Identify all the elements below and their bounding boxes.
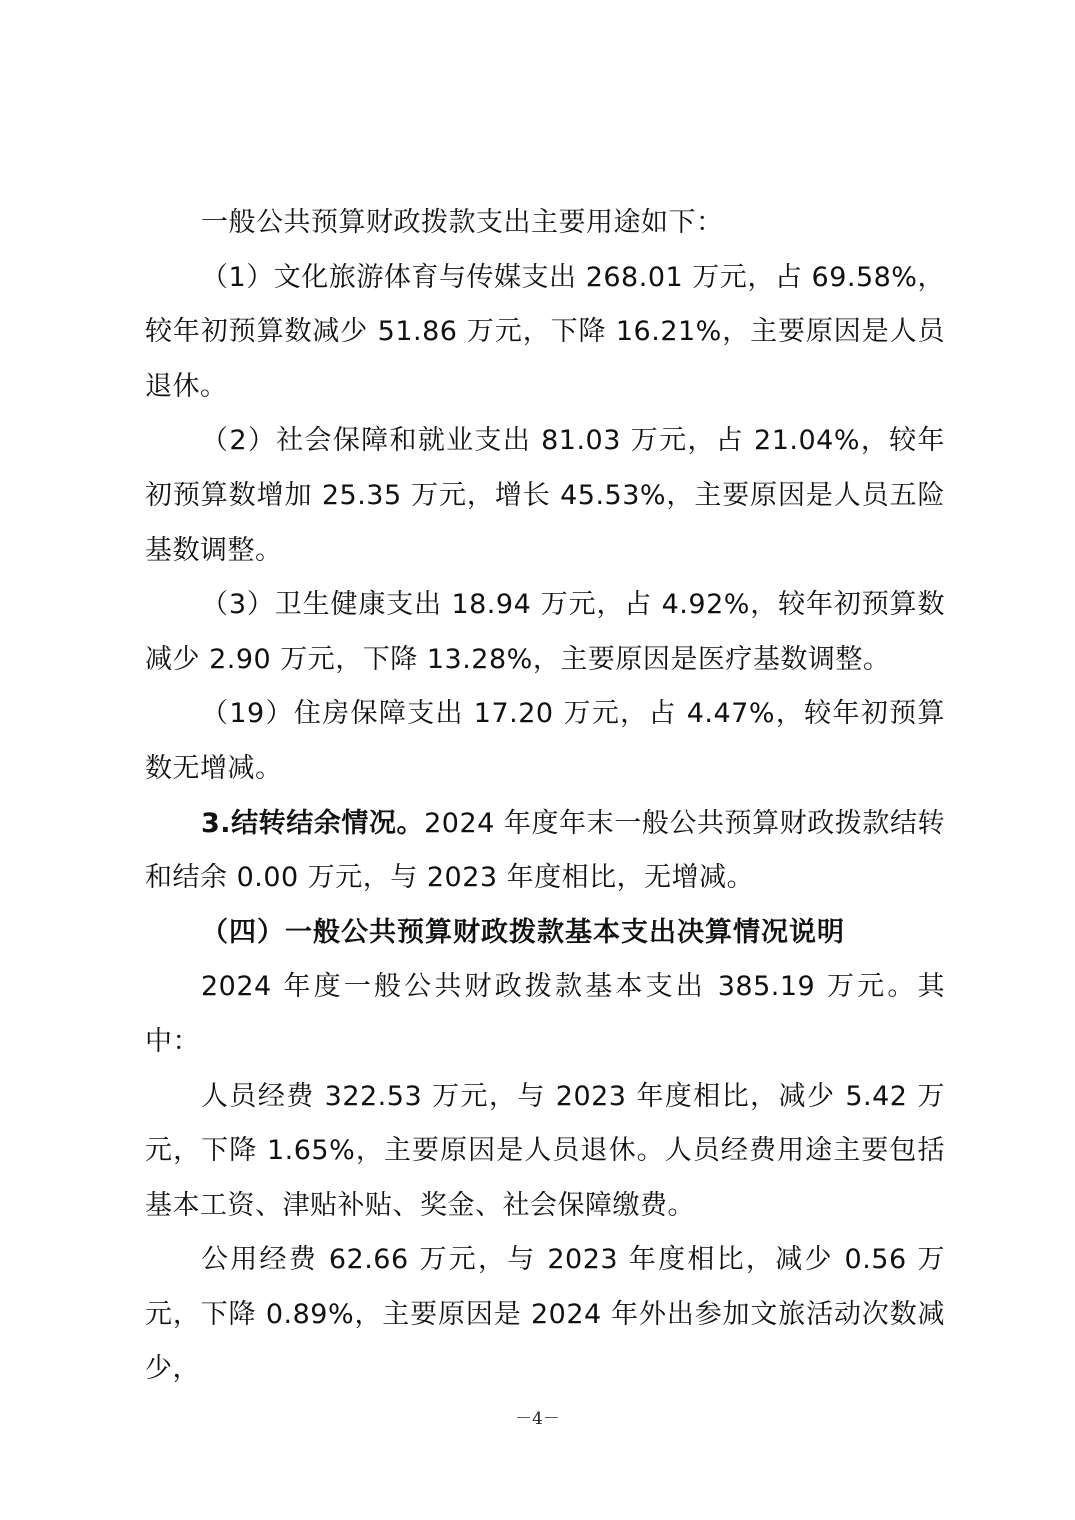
document-body [145, 196, 945, 1397]
paragraph-basic-expense: 2024 年度一般公共财政拨款基本支出 385.19 万元。其中： [145, 971, 945, 1057]
paragraph-health-expense: （3）卫生健康支出 18.94 万元，占 4.92%，较年初预算数减少 2.90 万元，下降 13.28%，主要原因是医疗基数调整。 [145, 589, 945, 675]
carryover-text: 2024 年度年末一般公共预算财政拨款结转和结余 0.00 万元，与 2023 年度相比，无增减。 [145, 807, 946, 894]
paragraph-culture-expense: （1）文化旅游体育与传媒支出 268.01 万元，占 69.58%，较年初预算数减少 51.86 万元，下降 16.21%，主要原因是人员退休。 [145, 261, 945, 402]
page-number: －4－ [515, 1409, 560, 1429]
paragraph-housing-expense: （19）住房保障支出 17.20 万元，占 4.47%，较年初预算数无增减。 [145, 698, 945, 784]
section-heading-four: （四）一般公共预算财政拨款基本支出决算情况说明 [201, 916, 845, 948]
paragraph-social-security-expense: （2）社会保障和就业支出 81.03 万元，占 21.04%，较年初预算数增加 25.35 万元，增长 45.53%，主要原因是人员五险基数调整。 [145, 425, 945, 566]
carryover-title: 3.结转结余情况。 [201, 807, 425, 839]
paragraph-main-uses: 一般公共预算财政拨款支出主要用途如下： [201, 207, 724, 238]
paragraph-carryover [145, 797, 945, 906]
paragraph-public-expense: 公用经费 62.66 万元，与 2023 年度相比，减少 0.56 万元，下降 0.89%，主要原因是 2024 年外出参加文旅活动次数减少， [145, 1244, 945, 1385]
paragraph-personnel-expense: 人员经费 322.53 万元，与 2023 年度相比，减少 5.42 万元，下降 1.65%，主要原因是人员退休。人员经费用途主要包括基本工资、津贴补贴、奖金、社会保障缴费。 [145, 1080, 945, 1221]
